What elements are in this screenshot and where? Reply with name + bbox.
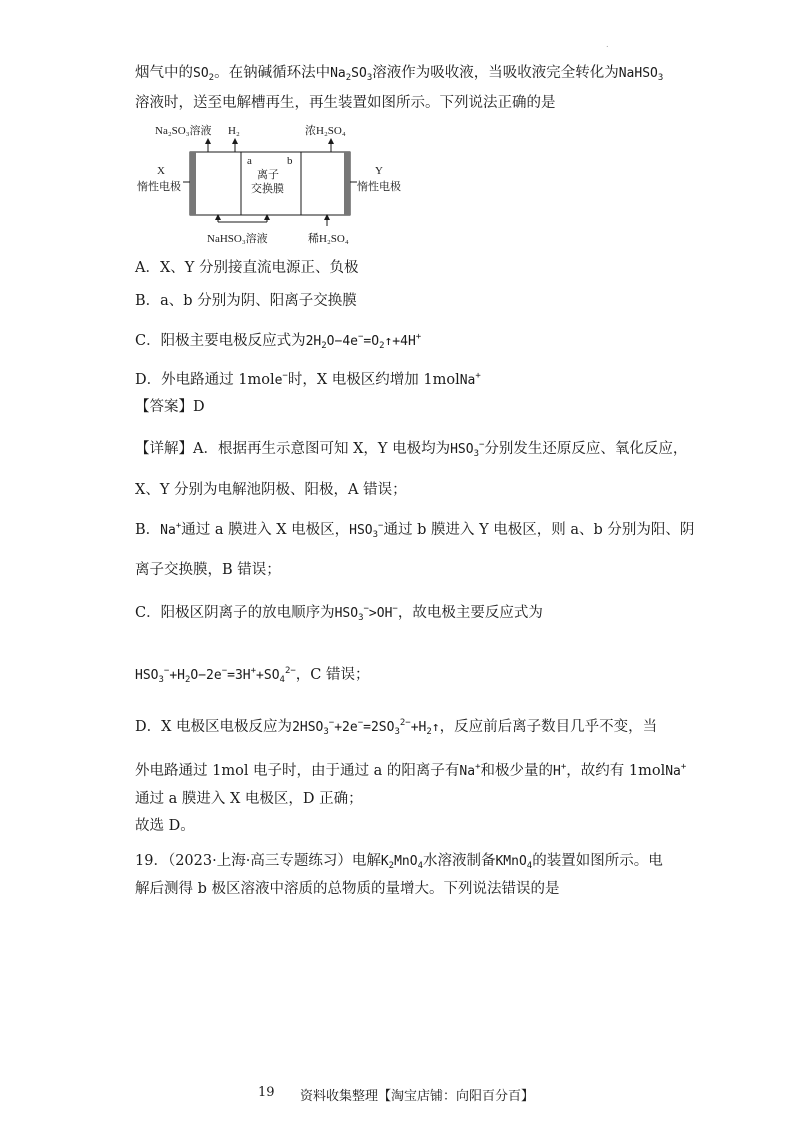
electrolysis-diagram: [135, 122, 415, 247]
footer-text: 资料收集整理【淘宝店铺：向阳百分百】: [300, 1089, 535, 1104]
label-conc-h2so4: 浓H₂SO₄: [305, 125, 346, 137]
detail-a-line-2: X、Y 分别为电解池阴极、阳极，A 错误；: [135, 482, 407, 498]
q19-line-1: 19．（2023·上海·高三专题练习）电解$K_2MnO_4$水溶液制备KMnO$_4$的装置如图所示。电: [135, 853, 663, 871]
option-c: C．阳极主要电极反应式为$2H_2O-4e^-=O_2↑+4H^+$: [135, 332, 422, 351]
label-h2: H₂: [228, 125, 240, 137]
page-number: 19: [258, 1085, 275, 1100]
answer: 【答案】D: [135, 399, 205, 415]
detail-d-line-1: D．X 电极区电极反应为$2HSO_3^-+2e^-=2SO_3^{2-}+H_2↑$，反应前后离子数目几乎不变，当: [135, 718, 658, 737]
electrode-y: [344, 152, 350, 215]
intro-line-2: 溶液时，送至电解槽再生，再生装置如图所示。下列说法正确的是: [135, 95, 556, 111]
label-x-electrode: 惰性电极: [137, 181, 181, 193]
label-dilute-h2so4: 稀H₂SO₄: [308, 233, 349, 245]
label-y-electrode: 惰性电极: [357, 181, 401, 193]
choose-d: 故选 D。: [135, 818, 195, 834]
label-nahso3: NaHSO₃溶液: [207, 233, 268, 245]
label-y: Y: [375, 165, 383, 177]
label-a: a: [247, 155, 252, 167]
detail-d-line-2: 外电路通过 1mol 电子时，由于通过 a 的阳离子有Na+和极少量的H+，故约有 1molNa+: [135, 762, 687, 779]
label-na2so3: Na₂SO₃溶液: [155, 125, 212, 137]
q19-line-2: 解后测得 b 极区溶液中溶质的总物质的量增大。下列说法错误的是: [135, 881, 560, 897]
scan-dot: .: [606, 40, 609, 49]
detail-a-line-1: 【详解】A．根据再生示意图可知 X，Y 电极均为$HSO_3^-$分别发生还原反应、氧化反应，: [135, 440, 688, 459]
electrode-x: [190, 152, 196, 215]
detail-c-line-2: $HSO_3^-+H_2O-2e^-=3H^++SO_4^{2-}$，C 错误；: [135, 666, 370, 685]
label-membrane-1: 离子: [257, 169, 279, 181]
option-d: D．外电路通过 1mole−时，X 电极区约增加 1molNa+: [135, 371, 481, 388]
option-a: A．X、Y 分别接直流电源正、负极: [135, 260, 359, 276]
detail-b-line-2: 离子交换膜，B 错误；: [135, 562, 281, 578]
label-b: b: [287, 155, 293, 167]
detail-c-line-1: C．阳极区阴离子的放电顺序为$HSO_3^->OH^-$，故电极主要反应式为: [135, 604, 543, 623]
label-x: X: [157, 165, 165, 177]
intro-line-1: 烟气中的$SO_2$。在钠碱循环法中$Na_2SO_3$溶液作为吸收液，当吸收液完全转化为NaHSO$_3$: [135, 65, 664, 83]
label-membrane-2: 交换膜: [251, 183, 284, 195]
detail-d-line-3: 通过 a 膜进入 X 电极区，D 正确；: [135, 791, 363, 807]
detail-b-line-1: B．Na+通过 a 膜进入 X 电极区，$HSO_3^-$通过 b 膜进入 Y 电极区，则 a、b 分别为阳、阴: [135, 521, 695, 540]
option-b: B．a、b 分别为阴、阳离子交换膜: [135, 293, 357, 309]
